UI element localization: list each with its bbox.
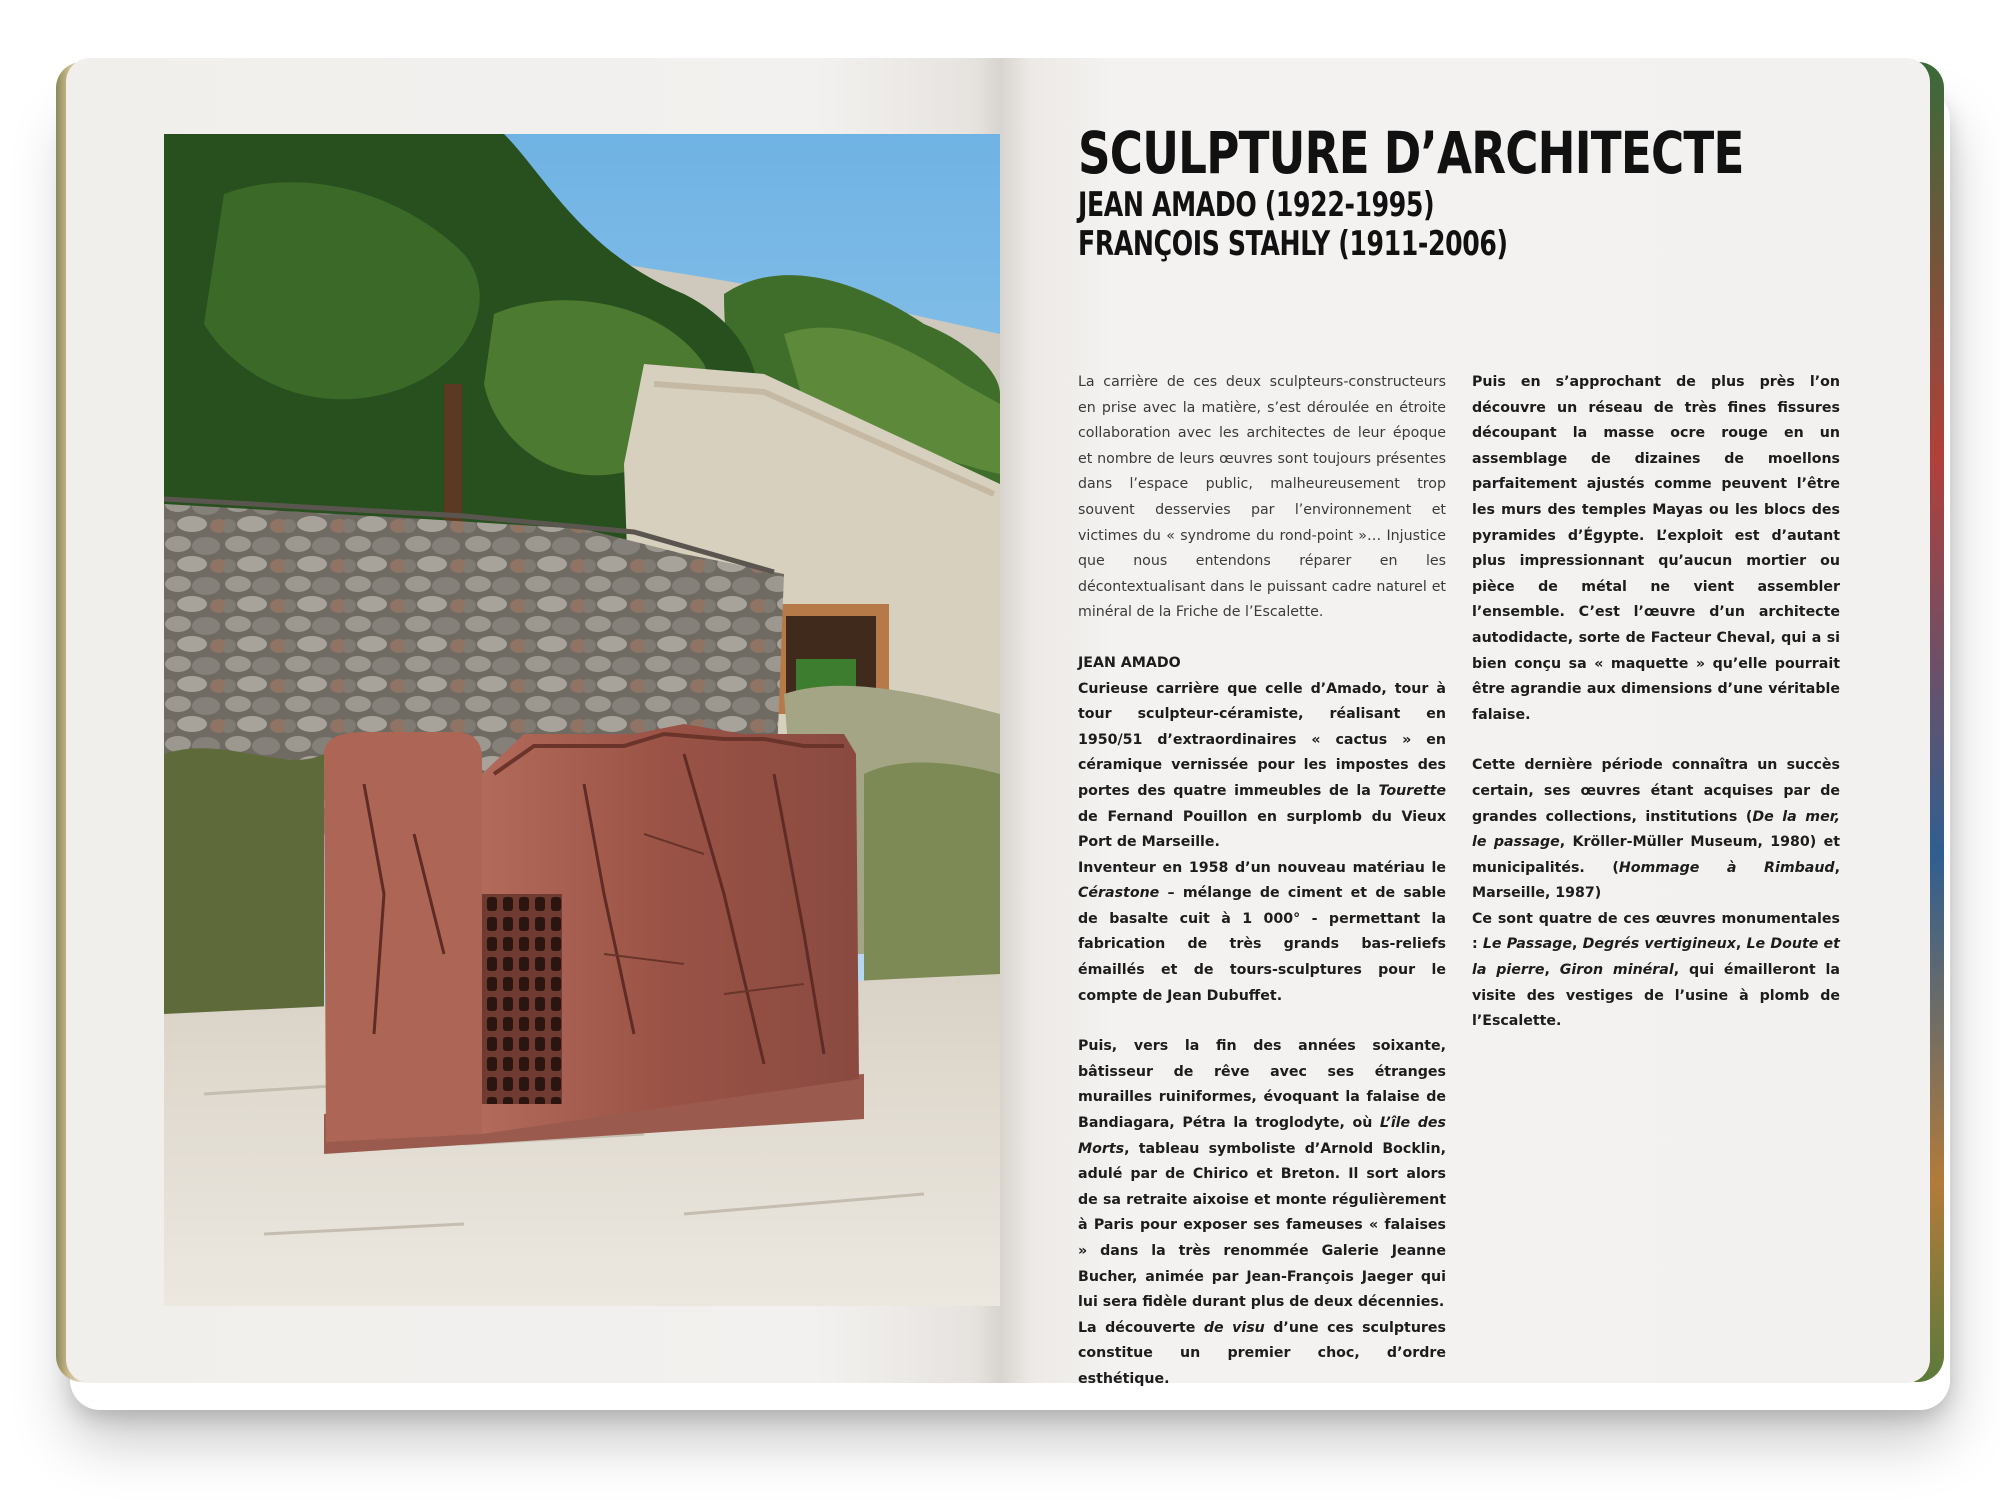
paragraph: Inventeur en 1958 d’un nouveau matériau le Cérastone – mélange de ciment et de sable de basalte cuit à 1 000° - permettant la fabrication de très grands bas-reliefs émaillés et de tours-sculptures pour le compte de Jean Dubuffet. [1078,859,1446,1004]
article-heading [1078,119,1838,264]
article-title: SCULPTURE D’ARCHITECTE [1078,119,1744,187]
paragraph: Curieuse carrière que celle d’Amado, tour à tour sculpteur-céramiste, réalisant en 1950/51 d’extraordinaires « cactus » en céramique vernissée pour les impostes des portes des quatre immeubles de la Tourette de Fernand Pouillon en surplomb du Vieux Port de Marseille. [1078,680,1446,851]
text-column-left [1078,370,1446,1393]
paragraph: Cette dernière période connaîtra un succès certain, ses œuvres étant acquises par de grandes collections, institutions (De la mer, le passage, Kröller-Müller Museum, 1980) et municipalités. (Hommage à Rimbaud, Marseille, 1987) [1472,757,1841,902]
sculpture-photo [164,134,1000,1306]
artist-name-amado: JEAN AMADO (1922-1995) [1078,184,1435,225]
intro-paragraph: La carrière de ces deux sculpteurs-constructeurs en prise avec la matière, s’est déroulée en étroite collaboration avec les architectes de leur époque et nombre de leurs œuvres sont toujours présentes dans l’espace public, malheureusement trop souvent desservies par l’environnement et victimes du « syndrome du rond-point »… Injustice que nous entendons réparer en les décontextualisant dans le puissant cadre naturel et minéral de la Friche de l’Escalette. [1078,374,1446,621]
artist-name-stahly: FRANÇOIS STAHLY (1911-2006) [1078,223,1508,264]
section-heading: JEAN AMADO [1078,654,1181,671]
paragraph: Ce sont quatre de ces œuvres monumentales : Le Passage, Degrés vertigineux, Le Doute et la pierre, Giron minéral, qui émailleront la visite des vestiges de l’usine à plomb de l’Escalette. [1472,910,1840,1030]
paragraph: Puis, vers la fin des années soixante, bâtisseur de rêve avec ses étranges murailles ruiniformes, évoquant la falaise de Bandiagara, Pétra la troglodyte, où L’île des Morts, tableau symboliste d’Arnold Bocklin, adulé par de Chirico et Breton. Il sort alors de sa retraite aixoise et monte régulièrement à Paris pour exposer ses fameuses « falaises » dans la très renommée Galerie Jeanne Bucher, animée par Jean-François Jaeger qui lui sera fidèle durant plus de deux décennies. [1078,1038,1446,1311]
paragraph: La découverte de visu d’une ces sculptures constitue un premier choc, d’ordre esthétique. [1078,1319,1446,1387]
paragraph: Puis en s’approchant de plus près l’on découvre un réseau de très fines fissures découpant la masse ocre rouge en un assemblage de dizaines de moellons parfaitement ajustés comme peuvent l’être les murs des temples Mayas ou les blocs des pyramides d’Égypte. L’exploit est d’autant plus impressionnant qu’aucun mortier ou pièce de métal ne vient assembler l’ensemble. C’est l’œuvre d’un architecte autodidacte, sorte de Facteur Cheval, qui a si bien conçu sa « maquette » qu’elle pourrait être agrandie aux dimensions d’une véritable falaise. [1472,374,1840,723]
text-column-right [1472,370,1840,1035]
